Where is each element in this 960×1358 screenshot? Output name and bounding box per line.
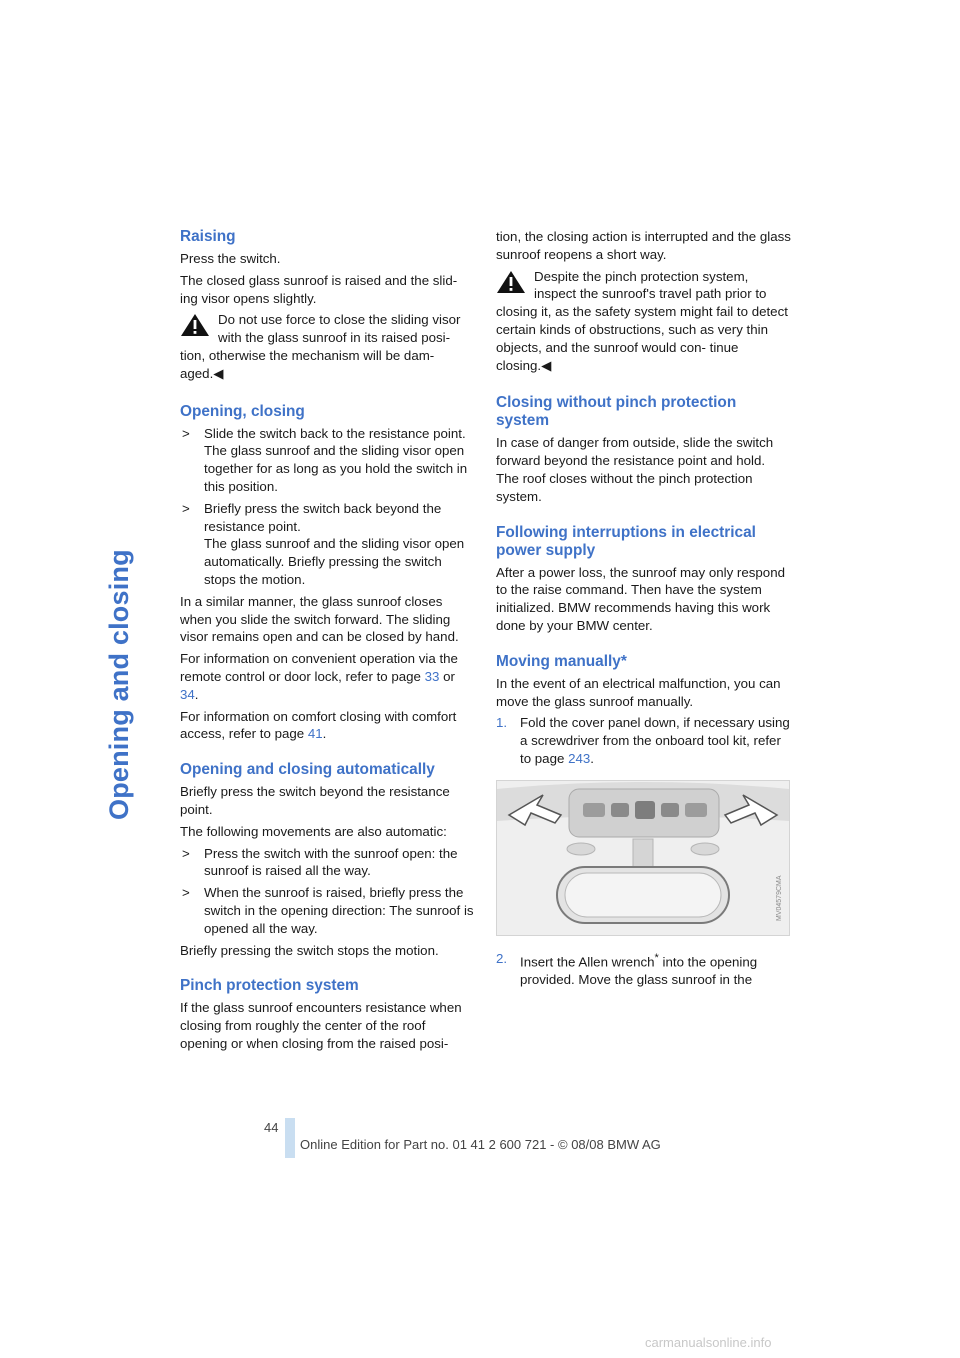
footer-bar: [285, 1118, 295, 1158]
manual-text: In the event of an electrical malfunction, you can move the glass sunroof manually.: [496, 675, 781, 709]
warning-text: Despite the pinch protection system, inspect the sunroof's travel path prior to closing it, as the safety system might fail to detect certain kinds of obstructions, such as very thin objects, and the sunroof would con- tinue closing.◀: [496, 268, 788, 373]
heading-raising: Raising: [180, 228, 236, 245]
page-link-34[interactable]: 34: [180, 686, 195, 702]
list-item: [180, 884, 475, 937]
auto-text-3: Briefly pressing the switch stops the motion.: [180, 942, 439, 958]
opening-text-1: In a similar manner, the glass sunroof closes when you slide the switch forward. The sliding visor remains open and can be closed by hand.: [180, 593, 459, 645]
heading-opening-closing: Opening, closing: [180, 402, 305, 420]
left-column: [180, 228, 475, 1057]
bullet-text: The glass sunroof and the sliding visor open together for as long as you hold the switch in this position.: [204, 443, 468, 494]
heading-manual: Moving manually*: [496, 652, 627, 670]
step-number: 2.: [496, 950, 508, 966]
opening-text-3: For information on comfort closing with comfort access, refer to page 41.: [180, 708, 457, 742]
warning-icon: [180, 313, 210, 337]
bullet-marker: >: [182, 845, 190, 861]
section-tab: [90, 230, 170, 830]
bullet-text: Briefly press the switch back beyond the resistance point.: [204, 500, 442, 534]
bullet-marker: >: [182, 425, 190, 441]
photo-code: MV04579CMA: [776, 875, 783, 921]
bullet-text: When the sunroof is raised, briefly press the switch in the opening direction: The sunroof is opened all the way.: [204, 885, 474, 936]
auto-text-1: Briefly press the switch beyond the resistance point.: [180, 784, 450, 817]
list-item: [180, 500, 475, 589]
pinch-text-cont: tion, the closing action is interrupted and the glass sunroof reopens a short way.: [496, 229, 791, 262]
heading-power: Following interruptions in electrical power supply: [496, 523, 756, 559]
footer-edition: Online Edition for Part no. 01 41 2 600 721 - © 08/08 BMW AG: [300, 1137, 661, 1152]
list-item: [180, 425, 475, 496]
warning-icon: [496, 270, 526, 294]
page-number: 44: [264, 1120, 279, 1135]
page-link-33[interactable]: 33: [424, 668, 440, 684]
opening-text-2: For information on convenient operation via the remote control or door lock, refer to page 33 or 34.: [180, 651, 458, 702]
list-item: 1. Fold the cover panel down, if necessary using a screwdriver from the onboard tool kit, refer to page 243.: [496, 715, 790, 766]
raising-text-1: Press the switch.: [180, 251, 281, 266]
bullet-text: The glass sunroof and the sliding visor open automatically. Briefly pressing the switch stops the motion.: [204, 536, 465, 587]
warning-box: [496, 268, 791, 375]
pinch-text-1: If the glass sunroof encounters resistance when closing from roughly the center of the roof opening or when closing from the raised posi-: [180, 1000, 462, 1051]
step-number: 1.: [496, 715, 508, 731]
warning-box: [180, 311, 475, 382]
sunroof-console-photo: [496, 780, 790, 936]
console-illustration: [497, 781, 789, 935]
no-pinch-text: In case of danger from outside, slide the switch forward beyond the resistance point and hold. The roof closes without the pinch protection system.: [496, 435, 774, 504]
bullet-marker: >: [182, 500, 190, 516]
right-column: [496, 228, 791, 993]
bullet-text: Press the switch with the sunroof open: the sunroof is raised all the way.: [204, 845, 458, 879]
power-text: After a power loss, the sunroof may only respond to the raise command. Then have the system initialized. BMW recommends having this work done by your BMW center.: [496, 564, 785, 633]
auto-text-2: The following movements are also automatic:: [180, 823, 447, 839]
heading-no-pinch: Closing without pinch protection system: [496, 394, 737, 430]
raising-text-2: The closed glass sunroof is raised and the slid- ing visor opens slightly.: [180, 272, 458, 306]
bullet-text: Slide the switch back to the resistance point.: [204, 425, 466, 441]
bullet-marker: >: [182, 885, 190, 901]
page-link-243[interactable]: 243: [568, 750, 591, 766]
warning-text: Do not use force to close the sliding visor with the glass sunroof in its raised posi- tion, otherwise the mechanism will be dam- aged.◀: [180, 312, 461, 381]
heading-auto: Opening and closing automatically: [180, 761, 435, 779]
page-link-41[interactable]: 41: [307, 726, 323, 742]
watermark: carmanualsonline.info: [645, 1335, 772, 1350]
heading-pinch: Pinch protection system: [180, 977, 359, 995]
list-item: [180, 845, 475, 881]
section-tab-label: Opening and closing: [104, 549, 134, 820]
list-item: 2. Insert the Allen wrench* into the opening provided. Move the glass sunroof in the: [496, 950, 758, 987]
optional-equipment-star: *: [654, 951, 659, 964]
